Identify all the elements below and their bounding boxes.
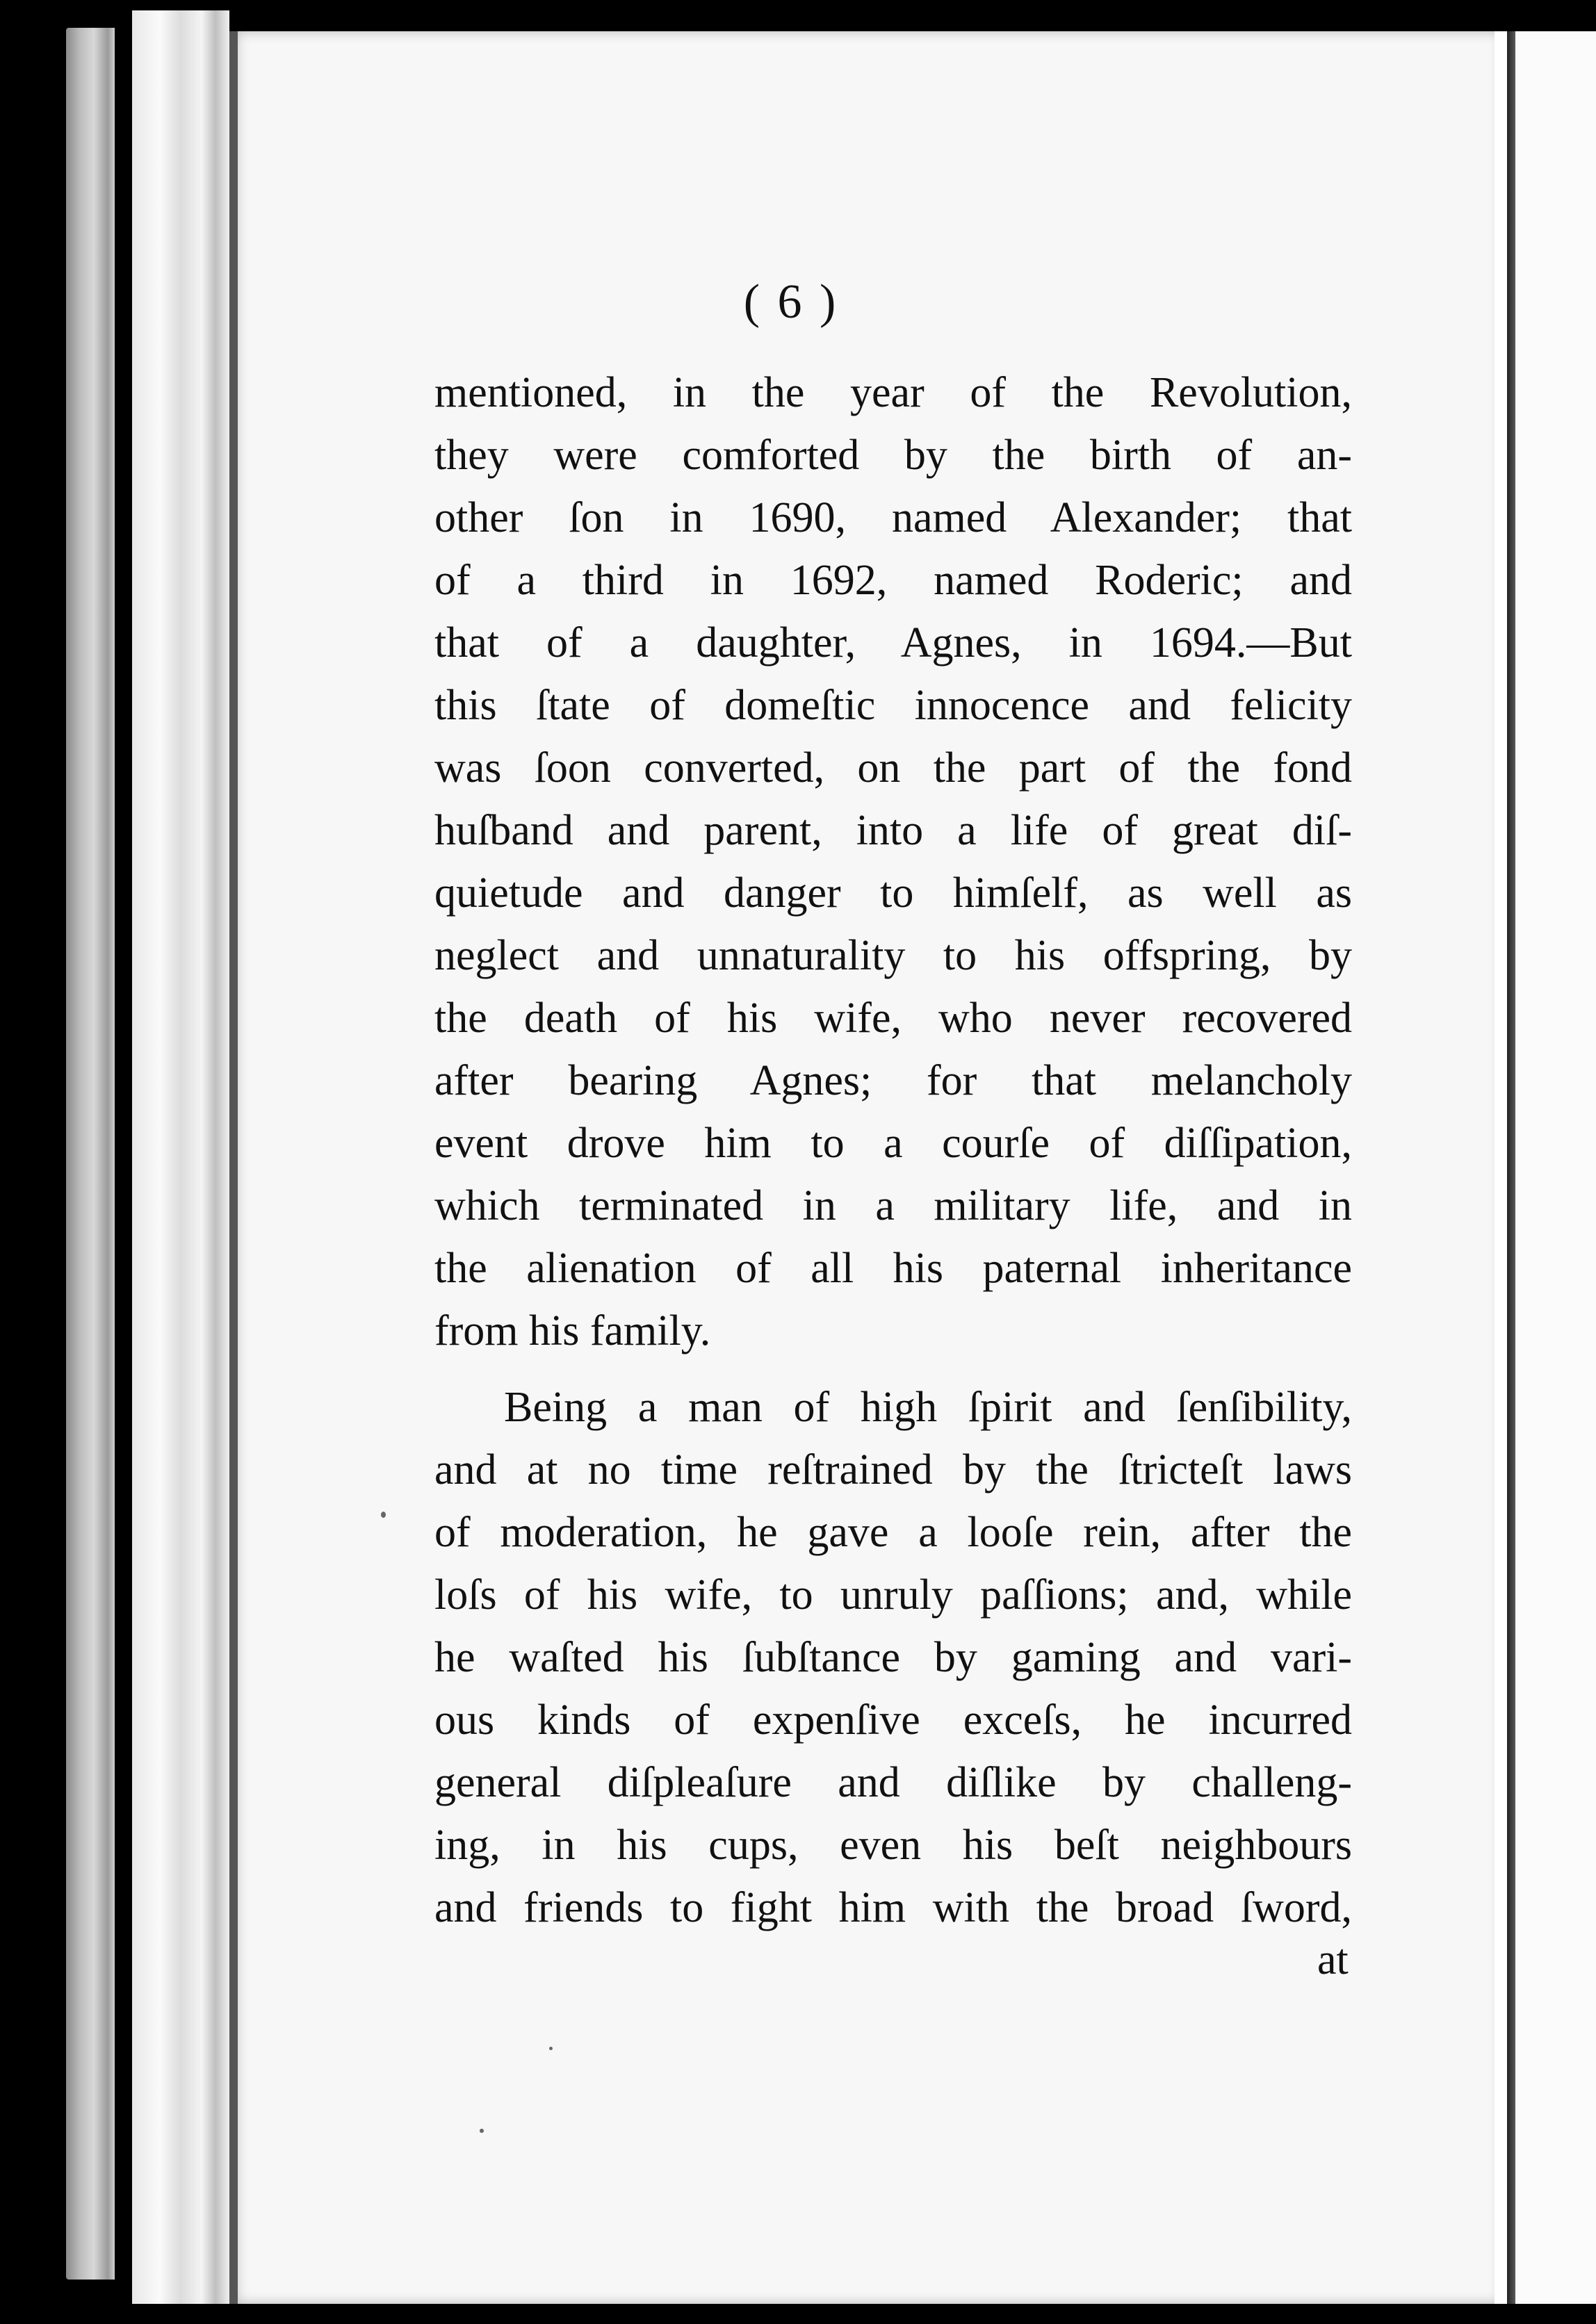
text-line: the death of his wife, who never recovered [434, 995, 1352, 1042]
text-line: quietude and danger to himſelf, as well as [434, 869, 1352, 917]
text-line: ing, in his cups, even his beſt neighbours [434, 1822, 1352, 1869]
text-line: mentioned, in the year of the Revolution, [434, 369, 1352, 416]
text-line: of a third in 1692, named Roderic; and [434, 557, 1352, 604]
text-line: which terminated in a military life, and in [434, 1182, 1352, 1229]
text-line: neglect and unnaturality to his offspring, by [434, 932, 1352, 979]
text-line: and at no time reſtrained by the ſtricteſt laws [434, 1446, 1352, 1494]
body-text [434, 361, 1352, 1939]
text-line: event drove him to a courſe of diſſipation, [434, 1120, 1352, 1167]
paragraph-2 [434, 1376, 1352, 1939]
page-number: ( 6 ) [743, 275, 839, 329]
left-page-fore-edges [132, 10, 229, 2304]
text-line: Being a man of high ſpirit and ſenſibility, [504, 1384, 1352, 1431]
text-line: from his family. [434, 1307, 711, 1355]
text-line: loſs of his wife, to unruly paſſions; and, while [434, 1571, 1352, 1619]
text-line: they were comforted by the birth of an- [434, 432, 1352, 479]
text-line: was ſoon converted, on the part of the fond [434, 744, 1352, 792]
text-line: he waſted his ſubſtance by gaming and vari- [434, 1634, 1352, 1681]
text-line: and friends to fight him with the broad ſword, [434, 1884, 1352, 1931]
paper-speck [381, 1512, 386, 1518]
text-line: the alienation of all his paternal inheritance [434, 1245, 1352, 1292]
left-page-stack-edge [66, 28, 115, 2280]
paper-speck [549, 2047, 553, 2050]
paragraph-1 [434, 361, 1352, 1362]
text-line: huſband and parent, into a life of great diſ- [434, 807, 1352, 854]
paragraph-gap [434, 1362, 1352, 1376]
text-line: ous kinds of expenſive exceſs, he incurred [434, 1696, 1352, 1744]
text-line: of moderation, he gave a looſe rein, after the [434, 1509, 1352, 1556]
text-line: that of a daughter, Agnes, in 1694.—But [434, 619, 1352, 666]
text-line: general diſpleaſure and diſlike by challeng- [434, 1759, 1352, 1806]
catchword: at [1317, 1936, 1349, 1983]
facing-page-edge [1515, 31, 1596, 2304]
text-line: other ſon in 1690, named Alexander; that [434, 494, 1352, 541]
page-gutter-shadow [229, 31, 238, 2304]
text-line: after bearing Agnes; for that melancholy [434, 1057, 1352, 1104]
text-line: this ſtate of domeſtic innocence and felicity [434, 682, 1352, 729]
paper-speck [480, 2129, 484, 2133]
